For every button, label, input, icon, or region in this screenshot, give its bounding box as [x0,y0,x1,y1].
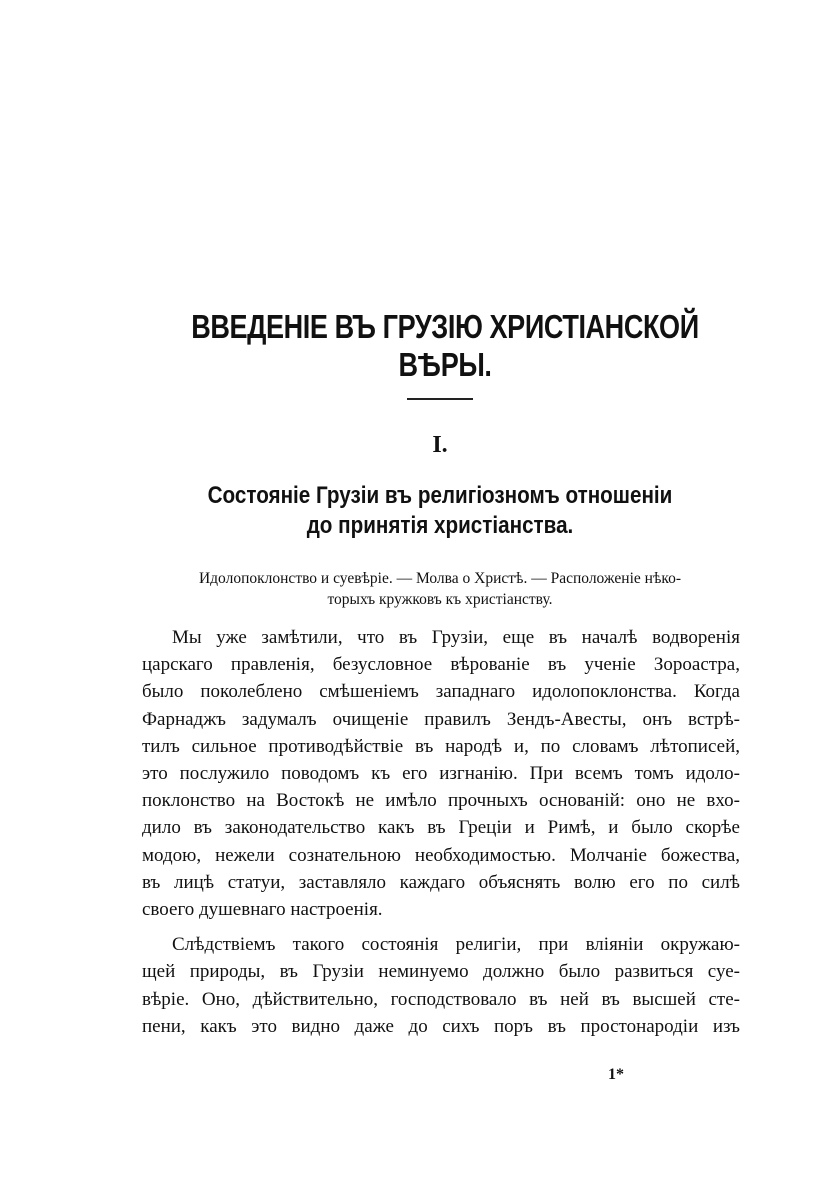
section-summary [140,568,740,610]
text-line: дило въ законодательство какъ въ Греціи и Римѣ, и было скорѣе [142,817,740,839]
title-divider [407,398,473,400]
text-line: это послужило поводомъ къ его изгнанію. При всемъ томъ идоло- [142,763,740,785]
paragraph [142,624,740,923]
section-title-line: Состояніе Грузіи въ религіозномъ отношеніи [207,482,673,509]
paragraph [142,931,740,1040]
text-line: щей природы, въ Грузіи неминуемо должно было развиться суе- [142,961,740,983]
section-number: I. [432,432,448,458]
text-line: своего душевнаго настроенія. [142,899,383,921]
text-line: Слѣдствіемъ такого состоянія религіи, при вліяніи окружаю- [172,934,740,956]
text-line: въ лицѣ статуи, заставляло каждаго объяснять волю его по силѣ [142,871,740,893]
section-title [182,481,698,541]
body-text [142,624,740,1040]
summary-line: торыхъ кружковъ къ христіанству. [327,591,553,608]
text-line: модою, нежели сознательною необходимостью. Молчаніе божества, [142,844,740,866]
text-line: тилъ сильное противодѣйствіе въ народѣ и, по словамъ лѣтописей, [142,735,740,757]
text-line: пени, какъ это видно даже до сихъ поръ въ простонародіи изъ [142,1015,740,1037]
text-line: царскаго правленія, безусловное вѣрованіе въ ученіе Зороастра, [142,654,740,676]
text-line: Фарнаджъ задумалъ очищеніе правилъ Зендъ-Авесты, онъ встрѣ- [142,708,740,730]
text-line: Мы уже замѣтили, что въ Грузіи, еще въ началѣ водворенія [172,627,740,648]
text-line: поклонство на Востокѣ не имѣло прочныхъ основаній: оно не вхо- [142,790,740,812]
section-title-line: до принятія христіанства. [306,512,574,539]
chapter-title: ВВЕДЕНІЕ ВЪ ГРУЗІЮ ХРИСТІАНСКОЙ ВѢРЫ. [191,308,699,383]
paragraph-gap [142,923,740,931]
summary-line: Идолопоклонство и суевѣріе. — Молва о Христѣ. — Расположеніе нѣко- [198,570,682,587]
text-line: было поколеблено смѣшеніемъ западнаго идолопоклонства. Когда [142,681,740,703]
page-signature-mark: 1* [608,1066,624,1083]
text-line: вѣріе. Оно, дѣйствительно, господствовало въ ней въ высшей сте- [142,988,740,1010]
